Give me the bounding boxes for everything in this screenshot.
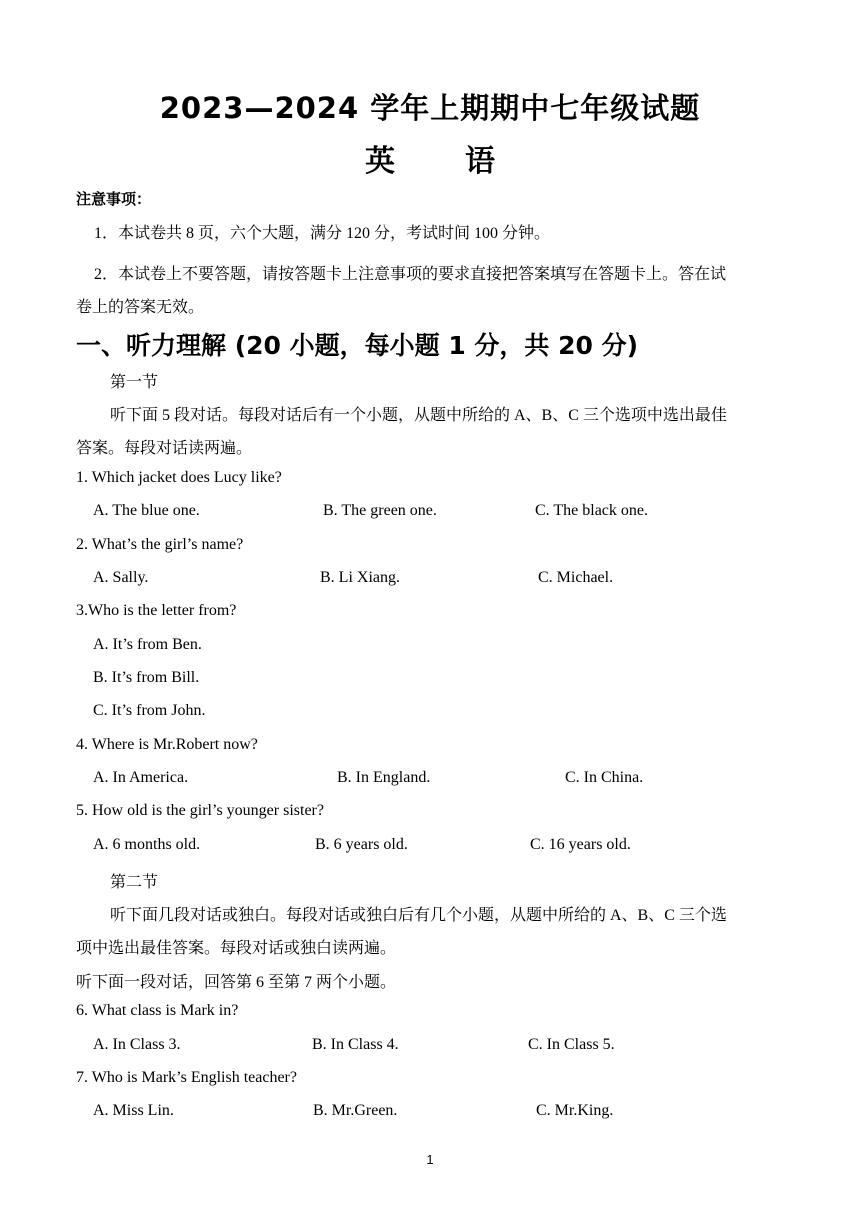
question-4: 4. Where is Mr.Robert now? bbox=[76, 736, 258, 753]
question-7-option-a: A. Miss Lin. bbox=[93, 1102, 174, 1119]
question-5: 5. How old is the girl’s younger sister? bbox=[76, 802, 324, 819]
part-1-instructions-line-2: 答案。每段对话读两遍。 bbox=[76, 440, 253, 457]
section-heading-listening: 一、听力理解 (20 小题，每小题 1 分，共 20 分) bbox=[76, 331, 639, 360]
notice-item-2-line-2: 卷上的答案无效。 bbox=[76, 299, 205, 316]
question-4-option-a: A. In America. bbox=[93, 769, 189, 786]
question-3-option-a: A. It’s from Ben. bbox=[93, 636, 202, 653]
question-2: 2. What’s the girl’s name? bbox=[76, 536, 244, 553]
notice-heading: 注意事项： bbox=[76, 190, 152, 208]
question-7-option-b: B. Mr.Green. bbox=[313, 1102, 398, 1119]
question-5-option-c: C. 16 years old. bbox=[530, 836, 631, 853]
part-1-instructions-line-1: 听下面 5 段对话。每段对话后有一个小题，从题中所给的 A、B、C 三个选项中选出最佳 bbox=[110, 407, 727, 424]
question-1-option-b: B. The green one. bbox=[323, 502, 437, 519]
part-1-label: 第一节 bbox=[110, 374, 159, 391]
question-4-option-b: B. In England. bbox=[337, 769, 431, 786]
subject-char-2: 语 bbox=[465, 144, 495, 179]
exam-title: 2023—2024 学年上期期中七年级试题 bbox=[159, 91, 701, 125]
question-6-option-b: B. In Class 4. bbox=[312, 1036, 399, 1053]
question-6: 6. What class is Mark in? bbox=[76, 1002, 239, 1019]
part-2-label: 第二节 bbox=[110, 874, 159, 891]
question-4-option-c: C. In China. bbox=[565, 769, 644, 786]
notice-item-2-line-1: 2．本试卷上不要答题，请按答题卡上注意事项的要求直接把答案填写在答题卡上。答在试 bbox=[94, 266, 727, 283]
subject-char-1: 英 bbox=[365, 144, 395, 179]
question-7: 7. Who is Mark’s English teacher? bbox=[76, 1069, 297, 1086]
question-7-option-c: C. Mr.King. bbox=[536, 1102, 614, 1119]
question-2-option-b: B. Li Xiang. bbox=[320, 569, 400, 586]
question-5-option-b: B. 6 years old. bbox=[315, 836, 408, 853]
question-1-option-a: A. The blue one. bbox=[93, 502, 200, 519]
question-5-option-a: A. 6 months old. bbox=[93, 836, 201, 853]
question-2-option-c: C. Michael. bbox=[538, 569, 614, 586]
question-3-option-b: B. It’s from Bill. bbox=[93, 669, 200, 686]
part-2-instructions-line-2: 项中选出最佳答案。每段对话或独白读两遍。 bbox=[76, 940, 397, 957]
question-6-option-c: C. In Class 5. bbox=[528, 1036, 615, 1053]
question-1: 1. Which jacket does Lucy like? bbox=[76, 469, 282, 486]
part-2-sub-instructions: 听下面一段对话，回答第 6 至第 7 两个小题。 bbox=[76, 974, 397, 991]
subject-title bbox=[0, 136, 860, 180]
page-number: 1 bbox=[426, 1152, 434, 1167]
question-2-option-a: A. Sally. bbox=[93, 569, 149, 586]
question-3: 3.Who is the letter from? bbox=[76, 602, 237, 619]
notice-item-1: 1．本试卷共 8 页，六个大题，满分 120 分，考试时间 100 分钟。 bbox=[94, 225, 551, 242]
question-3-option-c: C. It’s from John. bbox=[93, 702, 206, 719]
question-6-option-a: A. In Class 3. bbox=[93, 1036, 181, 1053]
question-1-option-c: C. The black one. bbox=[535, 502, 649, 519]
part-2-instructions-line-1: 听下面几段对话或独白。每段对话或独白后有几个小题，从题中所给的 A、B、C 三个选 bbox=[110, 907, 727, 924]
